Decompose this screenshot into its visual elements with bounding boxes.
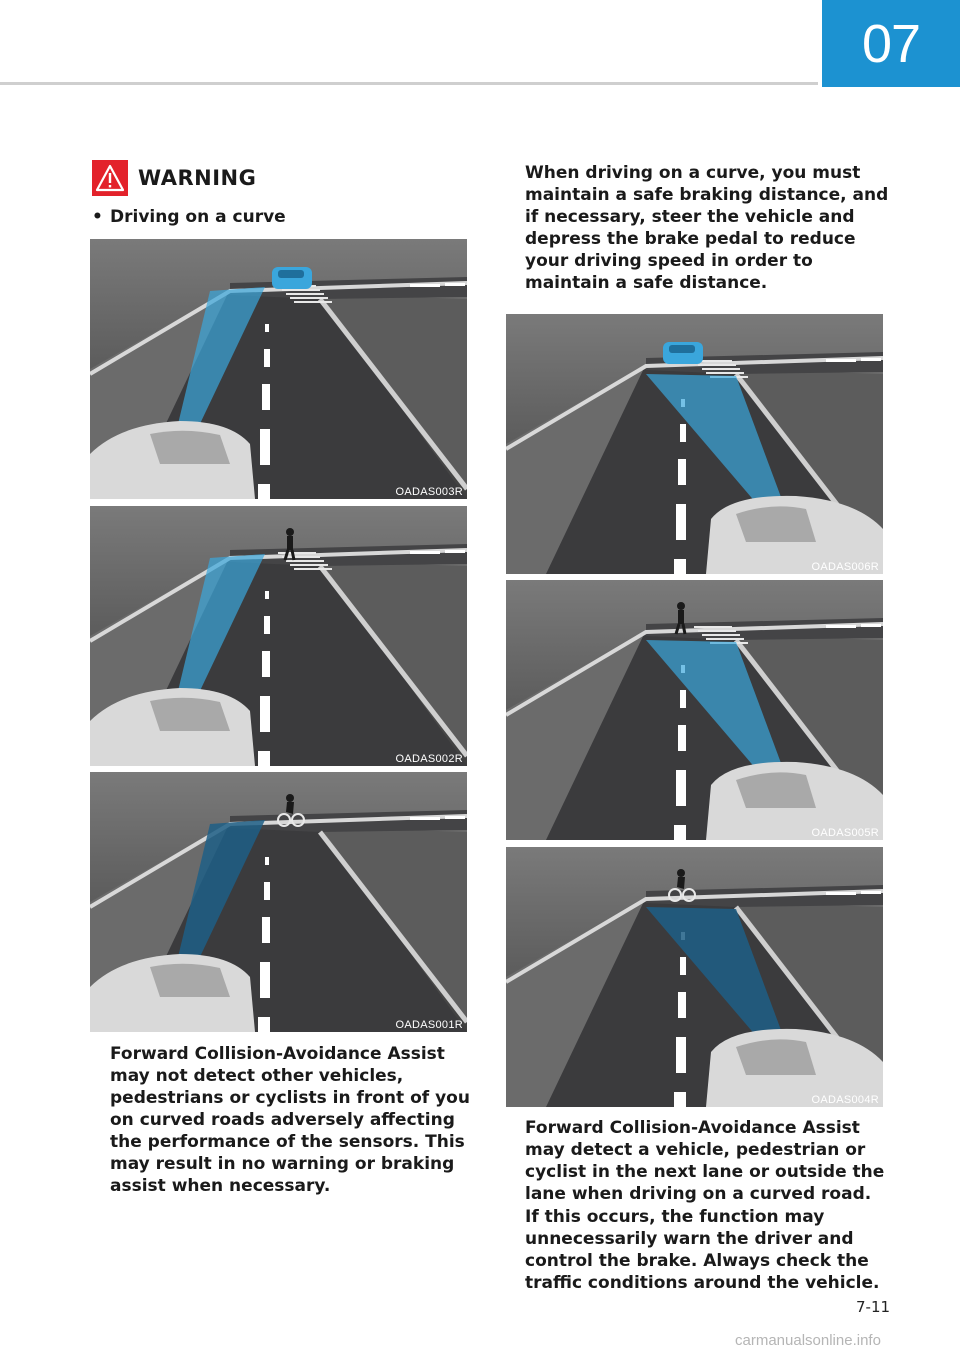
cross-lane-dash	[445, 283, 465, 286]
ego-vehicle-window	[736, 772, 816, 808]
road-scene-illustration	[506, 847, 883, 1107]
road-scene-illustration	[506, 580, 883, 840]
pedestrian-head	[286, 528, 294, 536]
pedestrian-leg	[292, 550, 294, 560]
figure-label: OADAS001R	[395, 1019, 463, 1031]
lane-dash	[260, 429, 270, 465]
lane-dash	[260, 962, 270, 998]
cyclist-head	[286, 794, 294, 802]
road-scene-illustration	[90, 772, 467, 1032]
ego-vehicle-window	[150, 698, 230, 731]
crosswalk-stripe	[706, 372, 744, 374]
lane-dash	[678, 992, 686, 1018]
cross-lane-dash	[861, 624, 881, 627]
ego-vehicle-window	[736, 1039, 816, 1075]
figure-oadas003r	[90, 239, 467, 499]
pedestrian-body	[678, 610, 684, 624]
lane-dash	[680, 690, 686, 708]
cross-lane-dash	[861, 358, 881, 361]
pedestrian-head	[677, 602, 685, 610]
lane-dash	[262, 384, 270, 410]
ego-vehicle-window	[736, 506, 816, 542]
warning-triangle-icon	[92, 160, 128, 196]
watermark: carmanualsonline.info	[735, 1332, 881, 1349]
lane-dash	[676, 1037, 686, 1073]
lane-dash	[262, 651, 270, 677]
lane-dash	[674, 1092, 686, 1107]
lane-dash	[674, 559, 686, 574]
figure-oadas001r	[90, 772, 467, 1032]
figure-label: OADAS003R	[395, 486, 463, 498]
lane-dash	[678, 725, 686, 751]
lane-dash	[676, 504, 686, 540]
cyclist-body	[286, 802, 294, 814]
ego-vehicle-window	[150, 964, 230, 997]
cyclist-body	[677, 877, 685, 889]
cross-lane-dash	[826, 625, 856, 628]
crosswalk-stripe	[702, 634, 740, 636]
figure-oadas005r	[506, 580, 883, 840]
lane-dash	[258, 751, 270, 766]
lane-dash	[264, 349, 270, 367]
figure-label: OADAS005R	[811, 827, 879, 839]
lane-dash	[678, 459, 686, 485]
right-intro-paragraph: When driving on a curve, you must maintain a safe braking distance, and if necessary, steer the vehicle and depress the brake pedal to reduce your driving speed in order to maintain a safe distance.	[525, 163, 889, 293]
crosswalk-stripe	[698, 630, 736, 632]
cross-lane-dash	[410, 551, 440, 554]
target-vehicle-window	[669, 345, 695, 353]
figure-oadas004r	[506, 847, 883, 1107]
target-vehicle-window	[278, 270, 304, 278]
crosswalk-stripe	[706, 638, 744, 640]
cross-lane-dash	[410, 284, 440, 287]
lane-dash	[260, 696, 270, 732]
lane-dash	[258, 1017, 270, 1032]
lane-dash	[680, 957, 686, 975]
page-number: 7-11	[856, 1298, 891, 1316]
cross-lane-dash	[410, 817, 440, 820]
lane-dash	[265, 324, 269, 332]
lane-dash	[265, 857, 269, 865]
lane-dash	[674, 825, 686, 840]
lane-dash	[265, 591, 269, 599]
figure-oadas006r	[506, 314, 883, 574]
crosswalk-stripe	[278, 552, 316, 554]
crosswalk-stripe	[286, 560, 324, 562]
pedestrian-body	[287, 536, 293, 550]
pedestrian-leg	[683, 624, 685, 634]
cross-lane-dash	[445, 816, 465, 819]
crosswalk-stripe	[290, 297, 328, 299]
warning-bullet	[92, 207, 286, 227]
crosswalk-stripe	[702, 368, 740, 370]
crosswalk-stripe	[282, 289, 320, 291]
crosswalk-stripe	[698, 364, 736, 366]
right-paragraph-1: Forward Collision-Avoidance Assist may detect a vehicle, pedestrian or cyclist in the next lane or outside the lane when driving on a curved road.	[525, 1118, 885, 1204]
lane-dash	[264, 616, 270, 634]
cross-lane-dash	[445, 550, 465, 553]
cyclist-head	[677, 869, 685, 877]
cross-lane-dash	[861, 891, 881, 894]
crosswalk-stripe	[694, 626, 732, 628]
bullet-dot: •	[92, 207, 103, 227]
ego-vehicle-window	[150, 431, 230, 464]
chapter-tab: 07	[822, 0, 960, 87]
left-paragraph: Forward Collision-Avoidance Assist may not detect other vehicles, pedestrians or cyclists in front of you on curved roads adversely affecting the performance of the sensors. This may result in no warning or braking assist when necessary.	[110, 1044, 470, 1196]
cross-lane-dash	[826, 359, 856, 362]
cross-lane-dash	[826, 892, 856, 895]
road-scene-illustration	[90, 239, 467, 499]
road-scene-illustration	[90, 506, 467, 766]
figure-label: OADAS002R	[395, 753, 463, 765]
lane-dash	[264, 882, 270, 900]
figure-label: OADAS006R	[811, 561, 879, 573]
lane-dash	[676, 770, 686, 806]
figure-label: OADAS004R	[811, 1094, 879, 1106]
crosswalk-stripe	[290, 564, 328, 566]
crosswalk-stripe	[294, 568, 332, 570]
header-rule	[0, 82, 818, 85]
crosswalk-stripe	[286, 293, 324, 295]
road-scene-illustration	[506, 314, 883, 574]
crosswalk-stripe	[282, 556, 320, 558]
lane-dash	[258, 484, 270, 499]
lane-dash	[680, 424, 686, 442]
crosswalk-stripe	[294, 301, 332, 303]
warning-header	[92, 160, 256, 196]
lane-dash	[262, 917, 270, 943]
right-paragraph-2: If this occurs, the function may unnecessarily warn the driver and control the brake. Always check the traffic conditions around the vehicle.	[525, 1207, 880, 1293]
warning-title: WARNING	[138, 166, 257, 190]
figure-oadas002r	[90, 506, 467, 766]
bullet-text: Driving on a curve	[110, 207, 286, 227]
